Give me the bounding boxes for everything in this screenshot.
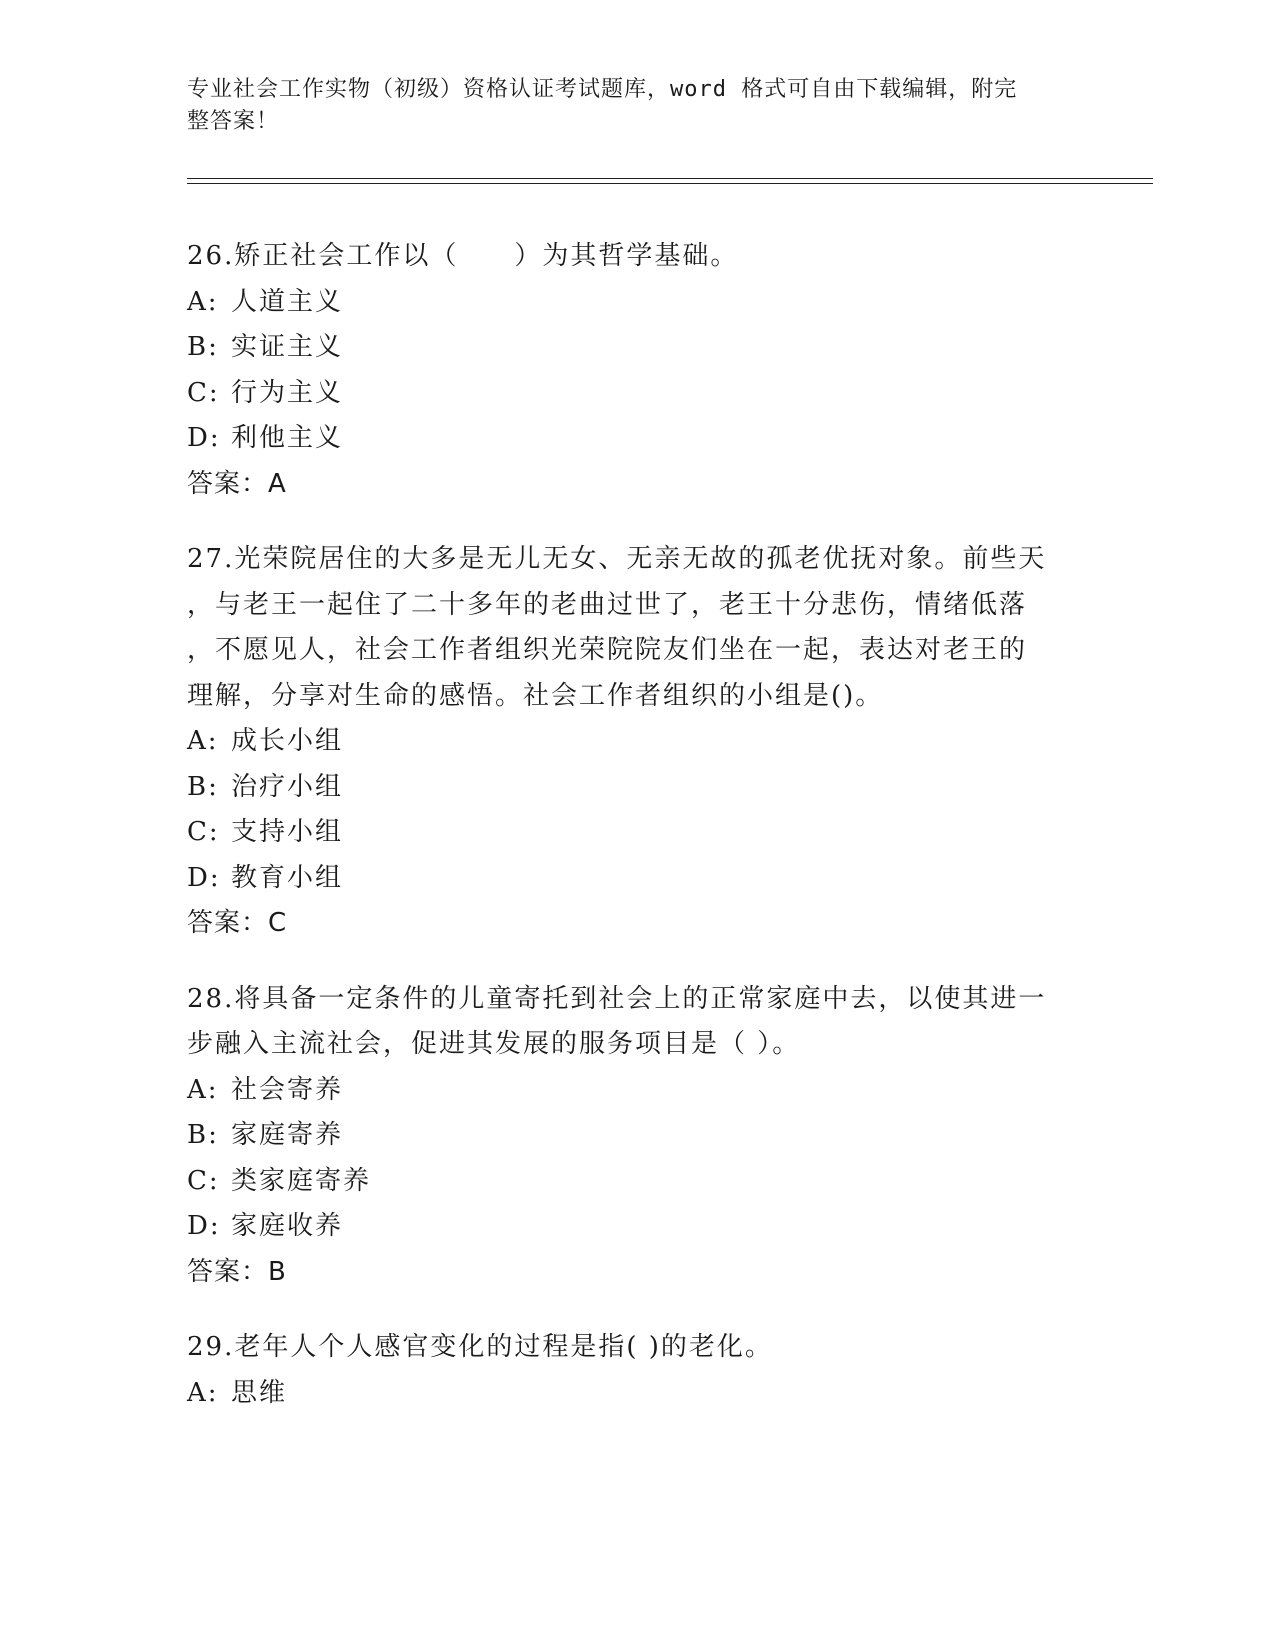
answer-option (187, 371, 1087, 417)
question-list (187, 234, 1087, 1446)
answer-option (187, 1204, 1087, 1250)
answer-option (187, 1113, 1087, 1159)
question-stem-line: 27.光荣院居住的大多是无儿无女、无亲无故的孤老优抚对象。前些天 (187, 544, 1047, 574)
option-text: 家庭寄养 (231, 1120, 344, 1150)
option-text: 利他主义 (231, 423, 344, 453)
option-letter: D: (187, 423, 221, 453)
answer-key: 答案：C (187, 908, 288, 938)
option-text: 家庭收养 (231, 1211, 344, 1241)
option-letter: A: (187, 726, 219, 756)
question-stem-line: 26.矫正社会工作以（ ）为其哲学基础。 (187, 241, 739, 271)
option-letter: A: (187, 1377, 219, 1408)
option-letter: C: (187, 1165, 220, 1196)
option-text: 治疗小组 (231, 771, 344, 802)
option-text: 行为主义 (231, 377, 344, 408)
option-text: 教育小组 (231, 862, 344, 893)
answer-key: 答案：B (187, 1256, 287, 1287)
question-block (187, 1325, 1087, 1416)
question-block (187, 234, 1087, 507)
answer-option (187, 325, 1087, 371)
option-letter: D: (187, 862, 221, 893)
header-divider-bottom (187, 183, 1153, 184)
option-text: 思维 (231, 1377, 288, 1408)
option-letter: C: (187, 377, 220, 408)
option-text: 类家庭寄养 (231, 1165, 372, 1196)
option-letter: B: (187, 771, 219, 802)
option-text: 成长小组 (231, 726, 344, 756)
answer-key: 答案：A (187, 468, 287, 499)
question-stem-line: ，不愿见人，社会工作者组织光荣院院友们坐在一起，表达对老王的 (187, 635, 1028, 665)
option-letter: C: (187, 817, 220, 847)
answer-option (187, 280, 1087, 326)
header-line-1: 专业社会工作实物（初级）资格认证考试题库，word 格式可自由下载编辑，附完 (187, 77, 1018, 102)
question-block (187, 977, 1087, 1296)
answer-option (187, 1159, 1087, 1205)
question-stem-line: ，与老王一起住了二十多年的老曲过世了，老王十分悲伤，情绪低落 (187, 589, 1028, 620)
document-header (187, 74, 1067, 138)
option-letter: A: (187, 286, 219, 317)
option-text: 社会寄养 (231, 1074, 344, 1105)
answer-option (187, 416, 1087, 462)
option-letter: B: (187, 1120, 219, 1150)
option-text: 支持小组 (231, 817, 344, 847)
header-divider-top (187, 178, 1153, 179)
question-stem-line: 28.将具备一定条件的儿童寄托到社会上的正常家庭中去，以使其进一 (187, 983, 1047, 1014)
answer-option (187, 1371, 1087, 1417)
question-stem-line: 理解，分享对生命的感悟。社会工作者组织的小组是()。 (187, 680, 884, 711)
option-text: 人道主义 (231, 286, 344, 317)
option-letter: D: (187, 1211, 221, 1241)
option-letter: A: (187, 1074, 219, 1105)
answer-option (187, 856, 1087, 902)
question-block (187, 537, 1087, 947)
question-stem-line: 29.老年人个人感官变化的过程是指( )的老化。 (187, 1332, 773, 1362)
question-stem-line: 步融入主流社会，促进其发展的服务项目是（ ）。 (187, 1029, 801, 1059)
answer-option (187, 1068, 1087, 1114)
answer-option (187, 765, 1087, 811)
answer-option (187, 810, 1087, 856)
answer-option (187, 719, 1087, 765)
header-line-2: 整答案！ (187, 109, 280, 134)
option-text: 实证主义 (231, 332, 344, 362)
option-letter: B: (187, 332, 219, 362)
